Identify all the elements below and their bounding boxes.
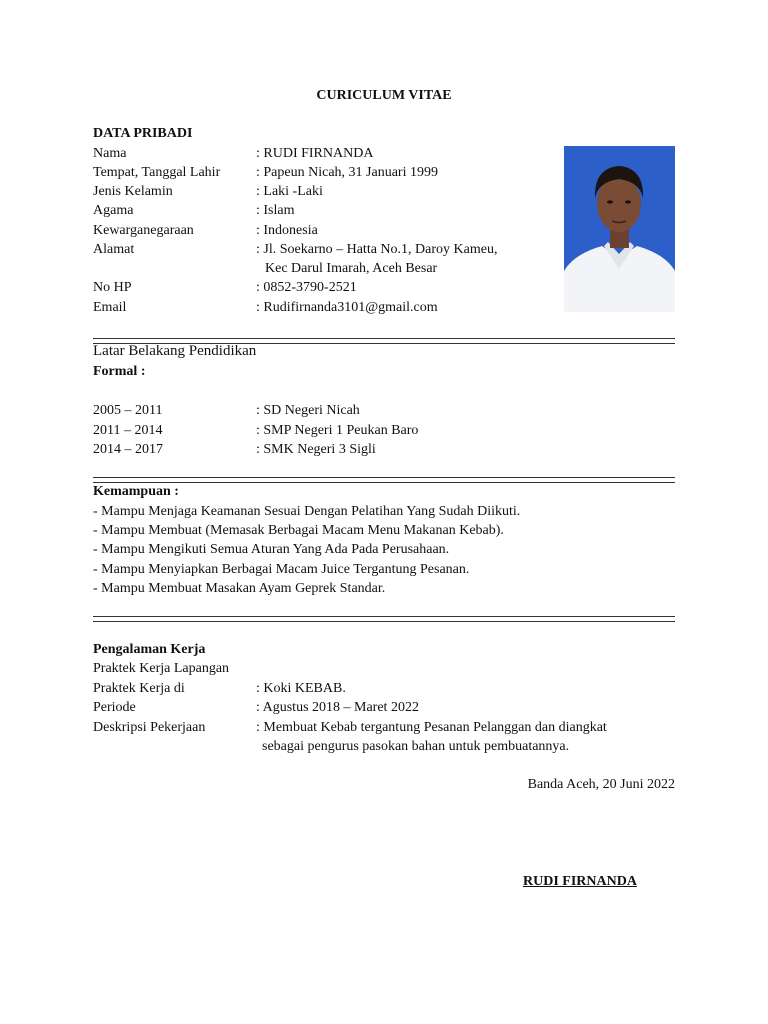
experience-row: [93, 737, 693, 757]
experience-heading: Pengalaman Kerja: [93, 642, 206, 657]
personal-label: Nama: [93, 146, 127, 161]
education-school: : SMK Negeri 3 Sigli: [256, 442, 376, 457]
education-row: [93, 401, 693, 421]
education-period: 2005 – 2011: [93, 403, 163, 418]
personal-label: Jenis Kelamin: [93, 184, 173, 199]
education-subheading: Formal :: [93, 364, 146, 379]
personal-value: Kec Darul Imarah, Aceh Besar: [265, 261, 438, 276]
skill-item: - Mampu Menyiapkan Berbagai Macam Juice Tergantung Pesanan.: [93, 562, 470, 577]
skills-heading: Kemampuan :: [93, 484, 179, 499]
experience-row: [93, 679, 693, 699]
personal-value: : Laki -Laki: [256, 184, 323, 199]
education-school: : SMP Negeri 1 Peukan Baro: [256, 423, 419, 438]
experience-label: Praktek Kerja di: [93, 681, 185, 696]
personal-value: : Rudifirnanda3101@gmail.com: [256, 300, 438, 315]
personal-value: : Islam: [256, 203, 295, 218]
education-period: 2014 – 2017: [93, 442, 163, 457]
place-date: Banda Aceh, 20 Juni 2022: [527, 777, 675, 792]
personal-label: No HP: [93, 280, 132, 295]
education-row: [93, 440, 693, 460]
experience-row: [93, 718, 693, 738]
personal-label: Agama: [93, 203, 134, 218]
personal-heading: DATA PRIBADI: [93, 126, 193, 141]
personal-value: : Jl. Soekarno – Hatta No.1, Daroy Kameu,: [256, 242, 498, 257]
experience-row: [93, 698, 693, 718]
skill-item: - Mampu Mengikuti Semua Aturan Yang Ada Pada Perusahaan.: [93, 542, 450, 557]
experience-value: : Membuat Kebab tergantung Pesanan Pelanggan dan diangkat: [256, 720, 607, 735]
education-row: [93, 421, 693, 441]
divider: [93, 616, 675, 622]
education-period: 2011 – 2014: [93, 423, 163, 438]
signature-name: RUDI FIRNANDA: [523, 874, 637, 889]
education-school: : SD Negeri Nicah: [256, 403, 360, 418]
personal-value: : Indonesia: [256, 223, 318, 238]
experience-value: : Koki KEBAB.: [256, 681, 346, 696]
personal-label: Kewarganegaraan: [93, 223, 194, 238]
document-title: CURICULUM VITAE: [316, 88, 452, 103]
experience-label: Deskripsi Pekerjaan: [93, 720, 206, 735]
profile-photo: [564, 146, 675, 312]
profile-photo-graphic: [564, 146, 675, 312]
experience-label: Periode: [93, 700, 136, 715]
personal-label: Alamat: [93, 242, 135, 257]
divider: [93, 477, 675, 483]
experience-subheading: Praktek Kerja Lapangan: [93, 661, 230, 676]
personal-value: : RUDI FIRNANDA: [256, 146, 374, 161]
skill-item: - Mampu Membuat (Memasak Berbagai Macam Menu Makanan Kebab).: [93, 523, 504, 538]
skill-item: - Mampu Menjaga Keamanan Sesuai Dengan Pelatihan Yang Sudah Diikuti.: [93, 504, 521, 519]
personal-label: Email: [93, 300, 127, 315]
skill-item: - Mampu Membuat Masakan Ayam Geprek Standar.: [93, 581, 386, 596]
personal-value: : Papeun Nicah, 31 Januari 1999: [256, 165, 438, 180]
personal-value: : 0852-3790-2521: [256, 280, 357, 295]
experience-value: sebagai pengurus pasokan bahan untuk pembuatannya.: [262, 739, 570, 754]
education-heading: Latar Belakang Pendidikan: [93, 343, 257, 359]
personal-label: Tempat, Tanggal Lahir: [93, 165, 221, 180]
experience-value: : Agustus 2018 – Maret 2022: [256, 700, 419, 715]
